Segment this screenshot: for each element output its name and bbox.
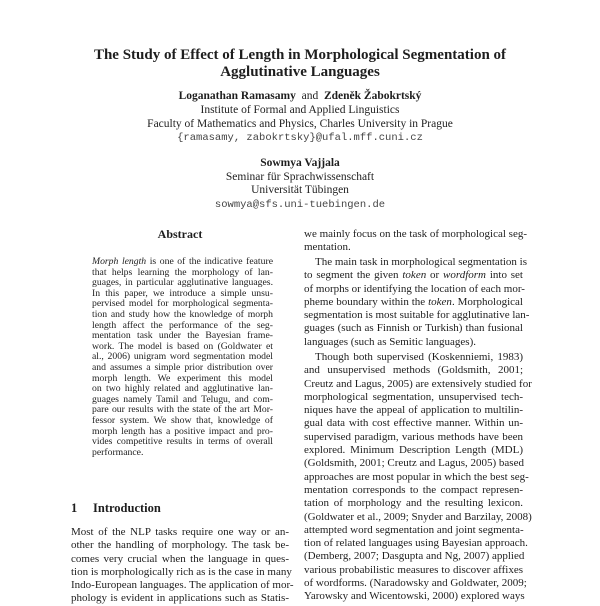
text-segment: tion of related languages using Bayesian approach.	[304, 537, 528, 550]
text-segment: Creutz and Lagus, 2005) are extensively studied for	[304, 377, 532, 390]
italic-term: token	[402, 269, 427, 282]
text-segment: mentation.	[304, 241, 351, 254]
text-segment: Though both supervised (Koskenniemi, 1983)	[315, 351, 523, 363]
text-segment: of wordforms. (Naradowsky and Goldwater, 2009;	[304, 577, 527, 590]
text-segment: tion and study how the knowledge of morph	[92, 308, 273, 320]
text-segment: tation of morphology and the resulting lexicon.	[304, 497, 523, 510]
text-line	[304, 590, 523, 603]
paper-title-line-2: Agglutinative Languages	[220, 64, 380, 80]
text-line	[304, 537, 528, 550]
text-segment: languages (such as Semitic languages).	[304, 335, 476, 348]
text-segment: guages namely Tamil and Telugu, and com-	[92, 393, 273, 405]
text-line	[304, 484, 523, 497]
text-line	[92, 448, 273, 459]
author-email: {ramasamy, zabokrtsky}@ufal.mff.cuni.cz	[177, 132, 423, 144]
text-line	[71, 565, 292, 579]
text-segment: . Morphological	[451, 295, 523, 308]
text-line	[71, 592, 289, 605]
italic-term: token	[428, 295, 452, 308]
author-conjunction: and	[301, 90, 319, 102]
text-segment: pheme boundary within the	[304, 295, 429, 308]
text-segment: pare our results with the state of the art Mor-	[92, 404, 273, 416]
text-line	[304, 269, 523, 282]
affiliation: Seminar für Sprachwissenschaft	[225, 171, 375, 183]
abstract-heading: Abstract	[157, 227, 203, 241]
text-segment: pervised model for morphological segmenta-	[92, 298, 273, 310]
text-segment: segmentation is most suitable for agglutinative lan-	[304, 309, 530, 322]
text-line	[304, 404, 523, 417]
text-segment: various probabilistic measures to discover affixes	[304, 563, 523, 576]
text-line	[304, 336, 523, 349]
italic-term: Morph length	[92, 256, 147, 267]
author-name: Loganathan Ramasamy	[178, 90, 296, 102]
text-segment: Indo-European languages. The application of mor-	[71, 579, 294, 592]
text-segment: fessor system. We show that, knowledge of	[92, 414, 273, 426]
text-segment: morph length has a positive impact and pro-	[92, 425, 273, 437]
author-name: Zdeněk Žabokrtský	[323, 90, 422, 102]
right-paragraph-3	[304, 351, 532, 604]
text-line	[304, 431, 523, 444]
text-line	[304, 309, 530, 322]
text-line	[304, 283, 523, 296]
text-line	[71, 579, 294, 592]
abstract-body	[92, 257, 273, 458]
affiliation: Faculty of Mathematics and Physics, Charles University in Prague	[147, 118, 453, 130]
text-segment: mentation corresponds to the compact represen-	[304, 483, 523, 496]
text-segment: that helps learning the morphology of lan-	[92, 266, 273, 278]
text-segment: work. The model is based on (Goldwater et	[92, 340, 273, 352]
text-line	[304, 470, 529, 484]
introduction-body	[71, 526, 294, 606]
text-segment: and assumes a simple prior distribution over	[92, 361, 273, 373]
italic-term: wordform	[443, 269, 487, 282]
text-line	[71, 539, 289, 552]
text-line	[304, 351, 523, 364]
text-segment: length affect the performance of the seg-	[92, 319, 273, 331]
text-line	[304, 417, 523, 430]
text-segment: In this paper, we introduce a simple unsu-	[92, 287, 273, 299]
text-segment: approaches are most popular in which the best seg-	[304, 470, 529, 483]
text-segment: performance.	[92, 446, 144, 458]
text-segment: other the handling of morphology. The task be-	[71, 539, 289, 552]
text-line	[304, 444, 523, 457]
text-line	[304, 296, 523, 309]
text-segment: (Demberg, 2007; Dasgupta and Ng, 2007) applied	[304, 550, 525, 563]
text-segment: or	[426, 269, 444, 282]
text-line	[304, 377, 532, 391]
text-line	[304, 364, 523, 377]
text-line	[304, 550, 523, 563]
text-line	[71, 526, 289, 539]
text-segment: Yarowsky and Wicentowski, 2000) explored ways	[304, 590, 525, 603]
text-segment: explored. Minimum Description Length (MDL)	[304, 444, 523, 457]
paper-title-line-1: The Study of Effect of Length in Morphological Segmentation of	[93, 47, 507, 63]
text-line	[304, 228, 528, 241]
text-segment: morphological segmentation, unsupervised tech-	[304, 390, 523, 403]
text-segment: The main task in morphological segmentation is	[315, 256, 528, 268]
affiliation: Universität Tübingen	[251, 184, 349, 196]
text-line	[304, 577, 527, 590]
text-segment: phology is evident in applications such as Statis-	[71, 592, 289, 605]
text-line	[304, 497, 523, 510]
text-segment: we mainly focus on the task of morphological seg-	[304, 228, 528, 240]
text-line	[71, 553, 289, 566]
text-line	[304, 391, 523, 404]
text-segment: to segment the given	[304, 269, 403, 282]
text-segment: al., 2006) unigram word segmentation model	[92, 351, 273, 363]
text-segment: into set	[486, 269, 523, 282]
text-segment: and unsupervised methods (Goldsmith, 2001;	[304, 364, 523, 377]
text-line	[304, 510, 532, 524]
text-segment: mentation task under the Bayesian frame-	[92, 330, 273, 342]
author-email: sowmya@sfs.uni-tuebingen.de	[214, 199, 386, 211]
text-segment: guages, in particular agglutinative languages.	[92, 277, 273, 289]
affiliation: Institute of Formal and Applied Linguistics	[200, 104, 400, 116]
text-line	[304, 322, 523, 335]
text-segment: comes very crucial when the language in ques-	[71, 552, 289, 565]
text-segment: Most of the NLP tasks require one way or an-	[71, 526, 289, 538]
text-line	[304, 524, 523, 537]
text-segment: (Goldsmith, 2001; Creutz and Lagus, 2005) based	[304, 457, 524, 470]
text-segment: vides competitive results in terms of overall	[92, 436, 273, 448]
text-segment: on two highly related and agglutinative lan-	[92, 383, 273, 395]
text-segment: gual data with cost effective manner. Within un-	[304, 417, 523, 430]
right-paragraph-2	[304, 256, 530, 349]
text-line	[304, 457, 523, 470]
section-title: Introduction	[93, 501, 161, 515]
author-name: Sowmya Vajjala	[260, 157, 340, 169]
text-segment: tion is morphologically rich as is the case in many	[71, 565, 292, 578]
section-number: 1	[71, 501, 78, 515]
text-segment: morph length. We experiment this model	[92, 372, 273, 384]
text-segment: attempted word segmentation and joint segmenta-	[304, 523, 524, 536]
text-segment: supervised paradigm, various methods have been	[304, 430, 523, 443]
text-segment: (Goldwater et al., 2009; Snyder and Barzilay, 2008)	[304, 510, 532, 523]
section-heading-introduction	[71, 501, 161, 516]
text-line	[304, 241, 523, 254]
right-paragraph-1	[304, 228, 528, 255]
text-segment: is one of the indicative feature	[146, 256, 273, 267]
author-line-1	[0, 89, 600, 103]
text-segment: guages (such as Finnish or Turkish) than fusional	[304, 322, 523, 335]
text-segment: of morphs or identifying the location of each mor-	[304, 282, 525, 295]
text-segment: niques have the appeal of application to multilin-	[304, 404, 523, 417]
text-line	[304, 564, 523, 577]
text-line	[304, 256, 528, 269]
